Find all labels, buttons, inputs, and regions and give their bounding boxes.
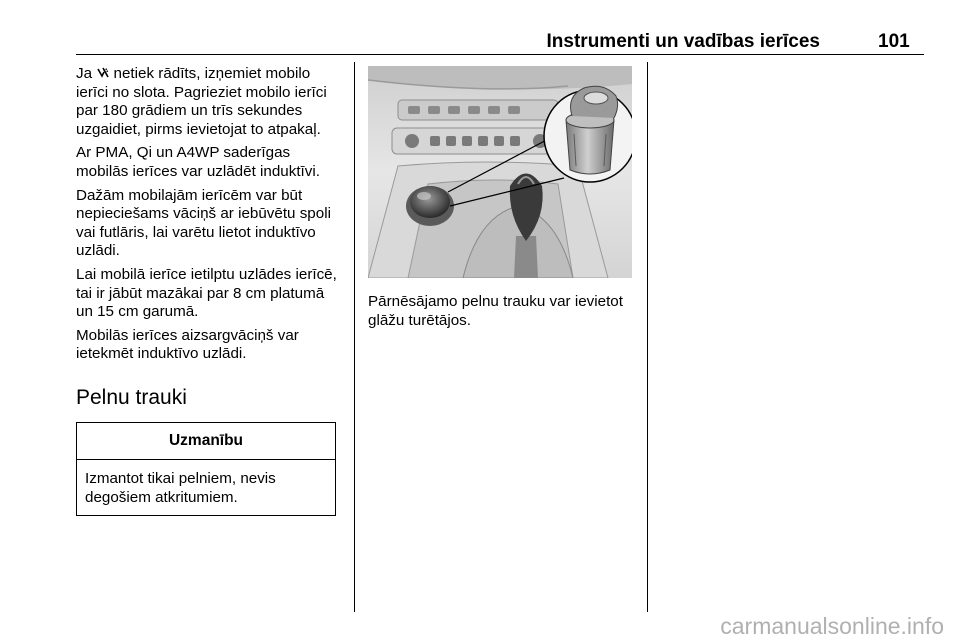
column-divider-2 xyxy=(647,62,648,612)
ashtray-illustration-svg xyxy=(368,66,632,278)
caution-body: Izmantot tikai pelniem, nevis degošiem atkritumiem. xyxy=(85,469,276,506)
left-column xyxy=(76,65,344,516)
header-rule xyxy=(76,54,924,55)
caution-box xyxy=(76,422,336,516)
watermark: carmanualsonline.info xyxy=(720,613,944,639)
paragraph-lead: Ja xyxy=(76,65,93,82)
paragraph-cover-coil: Dažām mobilajām ierīcēm var būt nepieciešams vāciņš ar iebūvētu spoli vai futlāris, lai varētu lietot induktīvo uzlādi. xyxy=(76,186,331,260)
phone-charging-icon xyxy=(96,66,109,79)
column-divider-1 xyxy=(354,62,355,612)
figure-caption: Pārnēsājamo pelnu trauku var ievietot glāžu turētājos. xyxy=(368,293,623,329)
paragraph-size-limit: Lai mobilā ierīce ietilptu uzlādes ierīcē, tai ir jābūt mazākai par 8 cm platumā un 15 cm garumā. xyxy=(76,265,337,321)
caution-title: Uzmanību xyxy=(77,423,335,460)
paragraph-rest: netiek rādīts, izņemiet mobilo ierīci no slota. Pagrieziet mobilo ierīci par 180 grādiem un trīs sekundes uzgaidiet, pirms ievietojat to atpakaļ. xyxy=(76,65,327,138)
paragraph-protective-cover: Mobilās ierīces aizsargvāciņš var ietekmēt induktīvo uzlādi. xyxy=(76,326,299,363)
paragraph-compatibility: Ar PMA, Qi un A4WP saderīgas mobilās ierīces var uzlādēt induktīvi. xyxy=(76,144,320,180)
running-header-title: Instrumenti un vadības ierīces xyxy=(546,31,820,52)
page-number: 101 xyxy=(878,31,910,52)
section-heading: Pelnu trauki xyxy=(76,385,187,409)
ashtray-illustration xyxy=(368,66,632,278)
paragraph-phone-not-shown xyxy=(76,65,344,139)
